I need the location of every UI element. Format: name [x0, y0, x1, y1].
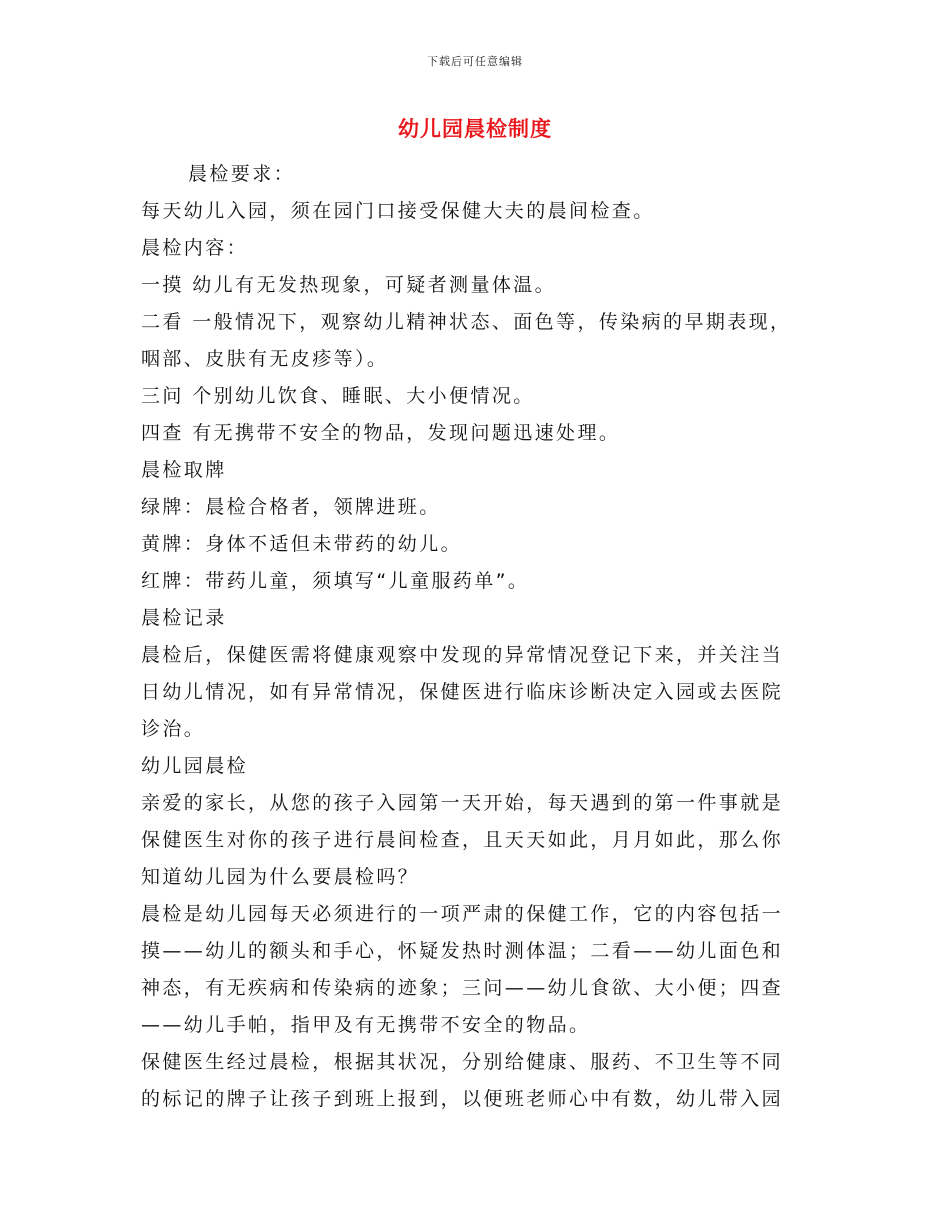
- paragraph-line: 晨检后，保健医需将健康观察中发现的异常情况登记下来，并关注当: [141, 644, 784, 666]
- paragraph-line: 日幼儿情况，如有异常情况，保健医进行临床诊断决定入园或去医院: [141, 681, 784, 703]
- paragraph-line: 知道幼儿园为什么要晨检吗？: [141, 866, 420, 888]
- section-heading-kindergarten-check: 幼儿园晨检: [141, 755, 249, 777]
- document-body: [141, 156, 795, 1118]
- paragraph-line: 黄牌：身体不适但未带药的幼儿。: [141, 533, 463, 555]
- paragraph-line: 神态，有无疾病和传染病的迹象；三问——幼儿食欲、大小便；四查: [141, 977, 784, 999]
- section-heading-records: 晨检记录: [141, 607, 227, 629]
- paragraph-line: ——幼儿手帕，指甲及有无携带不安全的物品。: [141, 1014, 591, 1036]
- document-title: 幼儿园晨检制度: [398, 117, 552, 141]
- paragraph-line: 保健医生对你的孩子进行晨间检查，且天天如此，月月如此，那么你: [141, 829, 784, 851]
- paragraph-line: 摸——幼儿的额头和手心，怀疑发热时测体温；二看——幼儿面色和: [141, 940, 784, 962]
- paragraph-line: 咽部、皮肤有无皮疹等）。: [141, 348, 389, 370]
- paragraph-line: 保健医生经过晨检，根据其状况，分别给健康、服药、不卫生等不同: [141, 1051, 784, 1073]
- paragraph-line: 晨检是幼儿园每天必须进行的一项严肃的保健工作，它的内容包括一: [141, 903, 784, 925]
- paragraph-line: 诊治。: [141, 718, 206, 740]
- paragraph-line: 的标记的牌子让孩子到班上报到，以便班老师心中有数，幼儿带入园: [141, 1088, 784, 1110]
- paragraph-line: 每天幼儿入园，须在园门口接受保健大夫的晨间检查。: [141, 200, 655, 222]
- section-heading-cards: 晨检取牌: [141, 459, 227, 481]
- paragraph-line: 绿牌：晨检合格者，领牌进班。: [141, 496, 441, 518]
- paragraph-line: 三问 个别幼儿饮食、睡眠、大小便情况。: [141, 385, 535, 407]
- paragraph-line: 四查 有无携带不安全的物品，发现问题迅速处理。: [141, 422, 621, 444]
- paragraph-line: 一摸 幼儿有无发热现象，可疑者测量体温。: [141, 274, 557, 296]
- paragraph-line: 红牌：带药儿童，须填写“儿童服药单”。: [141, 570, 530, 592]
- paragraph-line: 亲爱的家长，从您的孩子入园第一天开始，每天遇到的第一件事就是: [141, 792, 784, 814]
- header-note: 下载后可任意编辑: [427, 55, 523, 68]
- section-heading-content: 晨检内容：: [141, 237, 249, 259]
- paragraph-line: 二看 一般情况下，观察幼儿精神状态、面色等，传染病的早期表现，: [141, 311, 792, 333]
- section-heading-requirements: 晨检要求：: [188, 163, 296, 185]
